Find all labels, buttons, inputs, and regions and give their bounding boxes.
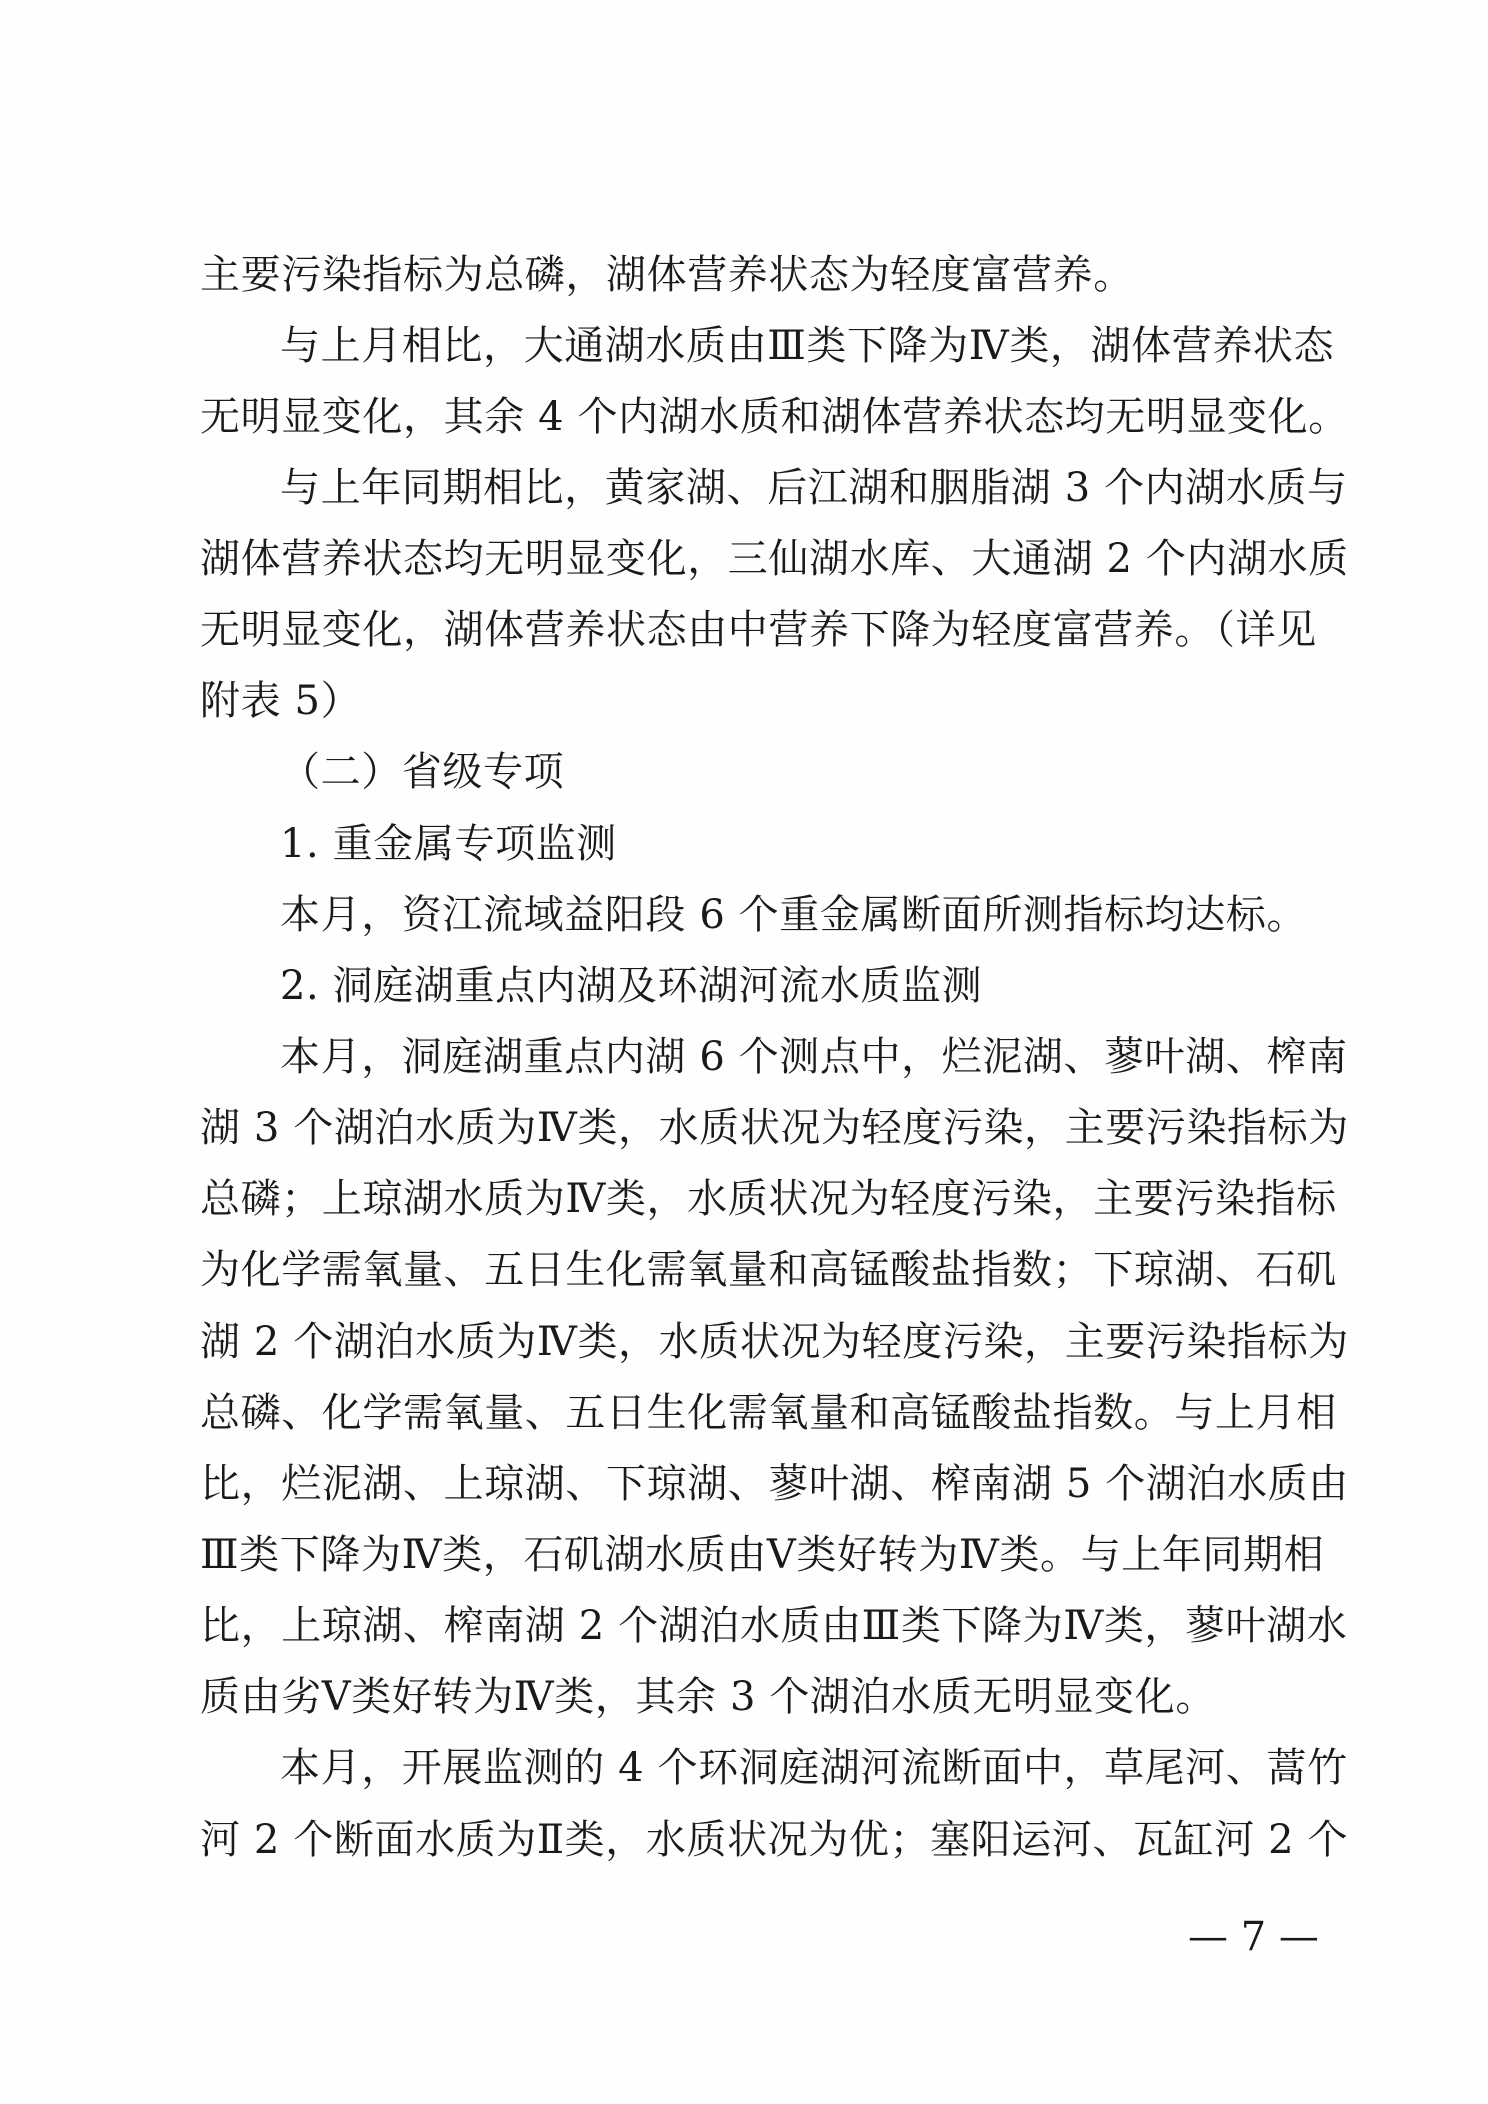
- text-line-13: 湖 3 个湖泊水质为Ⅳ类，水质状况为轻度污染，主要污染指标为: [200, 1105, 1349, 1151]
- text-line-3: 无明显变化，其余 4 个内湖水质和湖体营养状态均无明显变化。: [200, 394, 1349, 440]
- text-line-5: 湖体营养状态均无明显变化，三仙湖水库、大通湖 2 个内湖水质: [200, 536, 1349, 582]
- text-line-23: 河 2 个断面水质为Ⅱ类，水质状况为优；塞阳运河、瓦缸河 2 个: [200, 1817, 1349, 1863]
- text-line-22: 本月，开展监测的 4 个环洞庭湖河流断面中，草尾河、蒿竹: [280, 1745, 1348, 1791]
- text-line-10: 本月，资江流域益阳段 6 个重金属断面所测指标均达标。: [280, 892, 1308, 938]
- text-line-1: 主要污染指标为总磷，湖体营养状态为轻度富营养。: [200, 252, 1134, 298]
- section-heading: （二）省级专项: [280, 749, 565, 795]
- text-line-6: 无明显变化，湖体营养状态由中营养下降为轻度富营养。（详见: [200, 607, 1317, 653]
- text-line-18: 比，烂泥湖、上琼湖、下琼湖、蓼叶湖、榨南湖 5 个湖泊水质由: [200, 1461, 1349, 1507]
- text-line-7: 附表 5）: [200, 678, 362, 724]
- text-line-2: 与上月相比，大通湖水质由Ⅲ类下降为Ⅳ类，湖体营养状态: [280, 323, 1335, 369]
- text-line-16: 湖 2 个湖泊水质为Ⅳ类，水质状况为轻度污染，主要污染指标为: [200, 1319, 1349, 1365]
- text-line-14: 总磷；上琼湖水质为Ⅳ类，水质状况为轻度污染，主要污染指标: [200, 1176, 1337, 1222]
- page-number: — 7 —: [1188, 1914, 1319, 1960]
- text-line-21: 质由劣Ⅴ类好转为Ⅳ类，其余 3 个湖泊水质无明显变化。: [200, 1674, 1216, 1720]
- text-line-19: Ⅲ类下降为Ⅳ类，石矶湖水质由Ⅴ类好转为Ⅳ类。与上年同期相: [200, 1532, 1325, 1578]
- text-line-17: 总磷、化学需氧量、五日生化需氧量和高锰酸盐指数。与上月相: [200, 1390, 1337, 1436]
- text-line-4: 与上年同期相比，黄家湖、后江湖和胭脂湖 3 个内湖水质与: [280, 465, 1348, 511]
- text-line-20: 比，上琼湖、榨南湖 2 个湖泊水质由Ⅲ类下降为Ⅳ类，蓼叶湖水: [200, 1603, 1348, 1649]
- text-line-12: 本月，洞庭湖重点内湖 6 个测点中，烂泥湖、蓼叶湖、榨南: [280, 1034, 1348, 1080]
- subheading-2: 2. 洞庭湖重点内湖及环湖河流水质监测: [280, 963, 983, 1009]
- subheading-1: 1. 重金属专项监测: [280, 821, 617, 867]
- text-line-15: 为化学需氧量、五日生化需氧量和高锰酸盐指数；下琼湖、石矶: [200, 1247, 1337, 1293]
